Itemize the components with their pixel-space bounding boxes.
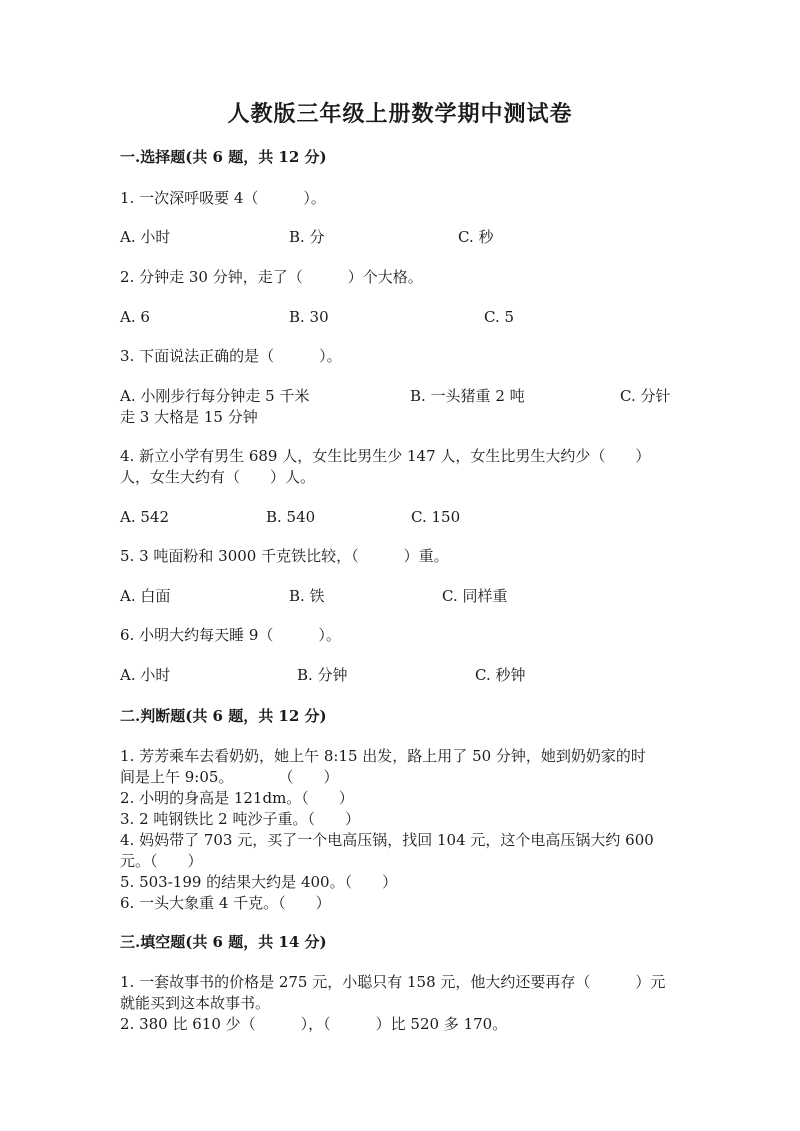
page-title: 人教版三年级上册数学期中测试卷 <box>227 101 573 127</box>
question-1-1: 1. 一次深呼吸要 4（ ）。 <box>120 189 326 207</box>
fill-line-2: 就能买到这本故事书。 <box>120 994 271 1012</box>
fill-line-3: 2. 380 比 610 少（ ），（ ）比 520 多 170。 <box>120 1015 508 1033</box>
judgment-line-3: 2. 小明的身高是 121dm。（ ） <box>120 789 354 807</box>
judgment-line-5: 4. 妈妈带了 703 元，买了一个电高压锅，找回 104 元，这个电高压锅大约 600 <box>120 831 654 849</box>
option-1-4-c: C. 150 <box>411 508 461 526</box>
option-1-1-a: A. 小时 <box>120 228 171 246</box>
judgment-line-4: 3. 2 吨钢铁比 2 吨沙子重。（ ） <box>120 810 360 828</box>
option-1-6-a: A. 小时 <box>120 666 171 684</box>
option-1-2-b: B. 30 <box>289 308 329 326</box>
question-1-4: 4. 新立小学有男生 689 人，女生比男生少 147 人，女生比男生大约少（ ） <box>120 447 651 465</box>
judgment-line-2: 间是上午 9:05。 （ ） <box>120 768 339 786</box>
option-1-4-a: A. 542 <box>120 508 169 526</box>
judgment-line-1: 1. 芳芳乘车去看奶奶，她上午 8:15 出发，路上用了 50 分钟，她到奶奶家的时 <box>120 747 646 765</box>
option-1-5-c: C. 同样重 <box>442 587 508 605</box>
fill-line-1: 1. 一套故事书的价格是 275 元，小聪只有 158 元，他大约还要再存（ ）元 <box>120 973 666 991</box>
section-heading-fill-in: 三.填空题(共 6 题，共 14 分) <box>120 933 327 951</box>
option-1-3-c: C. 分针 <box>620 387 671 405</box>
option-1-3-b: B. 一头猪重 2 吨 <box>410 387 525 405</box>
option-1-4-b: B. 540 <box>266 508 316 526</box>
option-1-5-b: B. 铁 <box>289 587 325 605</box>
option-1-1-b: B. 分 <box>289 228 325 246</box>
option-1-1-c: C. 秒 <box>458 228 494 246</box>
judgment-line-6: 元。（ ） <box>120 852 203 870</box>
option-1-2-a: A. 6 <box>120 308 150 326</box>
judgment-line-8: 6. 一头大象重 4 千克。（ ） <box>120 894 331 912</box>
option-1-3-c-continued: 走 3 大格是 15 分钟 <box>120 408 258 426</box>
judgment-line-7: 5. 503-199 的结果大约是 400。（ ） <box>120 873 398 891</box>
question-1-6: 6. 小明大约每天睡 9（ ）。 <box>120 626 341 644</box>
option-1-2-c: C. 5 <box>484 308 515 326</box>
question-1-4-continued: 人，女生大约有（ ）人。 <box>120 468 316 486</box>
option-1-5-a: A. 白面 <box>120 587 171 605</box>
section-heading-choice: 一.选择题(共 6 题，共 12 分) <box>120 148 327 166</box>
question-1-3: 3. 下面说法正确的是（ ）。 <box>120 347 342 365</box>
option-1-6-b: B. 分钟 <box>297 666 348 684</box>
question-1-2: 2. 分钟走 30 分钟，走了（ ）个大格。 <box>120 268 423 286</box>
option-1-3-a: A. 小刚步行每分钟走 5 千米 <box>120 387 310 405</box>
option-1-6-c: C. 秒钟 <box>475 666 526 684</box>
section-heading-judgment: 二.判断题(共 6 题，共 12 分) <box>120 707 327 725</box>
question-1-5: 5. 3 吨面粉和 3000 千克铁比较，（ ）重。 <box>120 547 449 565</box>
